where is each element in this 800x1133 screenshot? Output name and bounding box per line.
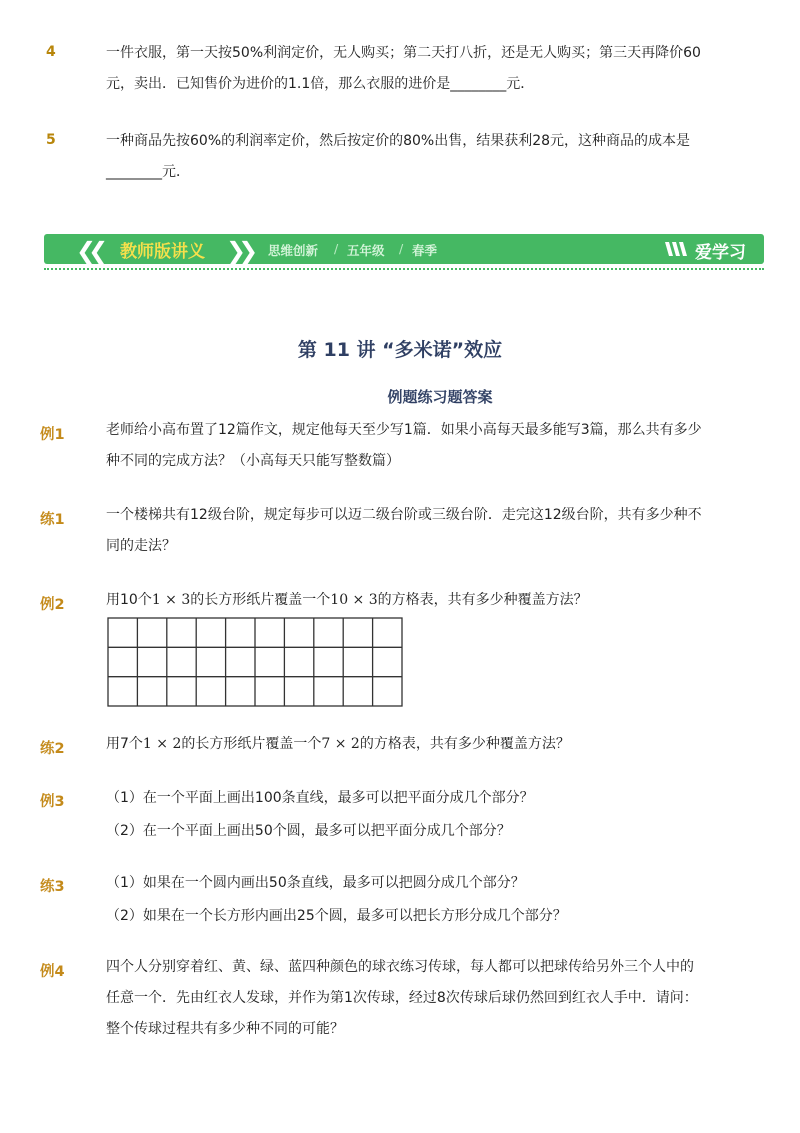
banner-title: 教师版讲义	[120, 242, 205, 262]
question-5-line-1: 一种商品先按60%的利润率定价，然后按定价的80%出售，结果获利28元，这种商品的成本是	[106, 133, 691, 149]
question-number-5: 5	[46, 132, 56, 148]
chevron-left-icon: ❮❮	[76, 237, 101, 265]
problem-pr2-text-post: 的方格表，共有多少种覆盖方法？	[359, 736, 570, 752]
problem-ex3-line-2: （2）在一个平面上画出50个圆，最多可以把平面分成几个部分？	[106, 823, 511, 839]
problem-pr1-line-2: 同的走法？	[106, 538, 176, 554]
problem-ex4-line-2: 任意一个．先由红衣人发球，并作为第1次传球，经过8次传球后球仍然回到红衣人手中．请问：	[106, 990, 698, 1006]
problem-ex4-text	[106, 952, 746, 1045]
problem-pr2-text-pre: 用7个	[106, 736, 143, 752]
problem-tag-ex2: 例2	[40, 597, 65, 613]
chevron-right-icon: ❯❯	[226, 237, 251, 265]
question-5-text	[106, 126, 746, 188]
question-4-text	[106, 38, 746, 100]
problem-pr2-text	[106, 729, 746, 760]
grid-10x3	[106, 616, 404, 708]
problem-tag-ex3: 例3	[40, 794, 65, 810]
breadcrumb-separator: /	[399, 241, 404, 256]
problem-ex4-line-1: 四个人分别穿着红、黄、绿、蓝四种颜色的球衣练习传球，每人都可以把球传给另外三个人中的	[106, 959, 694, 975]
breadcrumb-subject: 思维创新	[268, 243, 319, 258]
banner-dotted-rule	[44, 268, 764, 270]
problem-ex3-line-1: （1）在一个平面上画出100条直线，最多可以把平面分成几个部分？	[106, 790, 534, 806]
problem-pr1-line-1: 一个楼梯共有12级台阶，规定每步可以迈二级台阶或三级台阶．走完这12级台阶，共有多少种不	[106, 507, 702, 523]
breadcrumb-season: 春季	[412, 243, 438, 258]
problem-ex1-line-2: 种不同的完成方法？（小高每天只能写整数篇）	[106, 453, 400, 469]
problem-pr1-text	[106, 500, 746, 562]
lecture-banner	[44, 234, 764, 270]
problem-pr2-math-2: 7 × 2	[321, 736, 360, 752]
problem-tag-ex4: 例4	[40, 964, 65, 980]
logo-mark-icon	[664, 239, 690, 259]
problem-tag-ex1: 例1	[40, 427, 65, 443]
problem-tag-pr2: 练2	[40, 741, 65, 757]
breadcrumb-separator: /	[334, 241, 339, 256]
question-number-4: 4	[46, 44, 56, 60]
question-4-line-2: 元，卖出．已知售价为进价的1.1倍，那么衣服的进价是________元．	[106, 76, 535, 92]
brand-logo-text: 爱学习	[695, 243, 746, 263]
breadcrumb-grade: 五年级	[347, 243, 385, 258]
problem-ex2-math-2: 10 × 3	[330, 592, 378, 608]
problem-ex2-math-1: 1 × 3	[151, 592, 191, 608]
problem-pr2-text-mid: 的长方形纸片覆盖一个	[181, 736, 322, 752]
problem-tag-pr1: 练1	[40, 512, 65, 528]
problem-pr3-line-1: （1）如果在一个圆内画出50条直线，最多可以把圆分成几个部分？	[106, 875, 525, 891]
section-title: 例题练习题答案	[387, 388, 493, 406]
problem-pr2-math-1: 1 × 2	[142, 736, 182, 752]
problem-ex4-line-3: 整个传球过程共有多少种不同的可能？	[106, 1021, 344, 1037]
problem-ex2-text	[106, 585, 746, 616]
problem-pr3-text	[106, 867, 746, 933]
problem-ex2-text-pre: 用10个	[106, 592, 152, 608]
problem-ex3-text	[106, 782, 746, 848]
problem-ex1-text	[106, 415, 746, 477]
problem-ex2-text-mid: 的长方形纸片覆盖一个	[190, 592, 331, 608]
problem-pr3-line-2: （2）如果在一个长方形内画出25个圆，最多可以把长方形分成几个部分？	[106, 908, 567, 924]
problem-tag-pr3: 练3	[40, 879, 65, 895]
question-4-line-1: 一件衣服，第一天按50%利润定价，无人购买；第二天打八折，还是无人购买；第三天再降价60	[106, 45, 701, 61]
problem-ex1-line-1: 老师给小高布置了12篇作文，规定他每天至少写1篇．如果小高每天最多能写3篇，那么共有多少	[106, 422, 702, 438]
problem-ex2-text-post: 的方格表，共有多少种覆盖方法？	[377, 592, 588, 608]
question-5-line-2: ________元．	[106, 164, 190, 180]
lesson-title: 第 11 讲 “多米诺”效应	[297, 339, 503, 361]
